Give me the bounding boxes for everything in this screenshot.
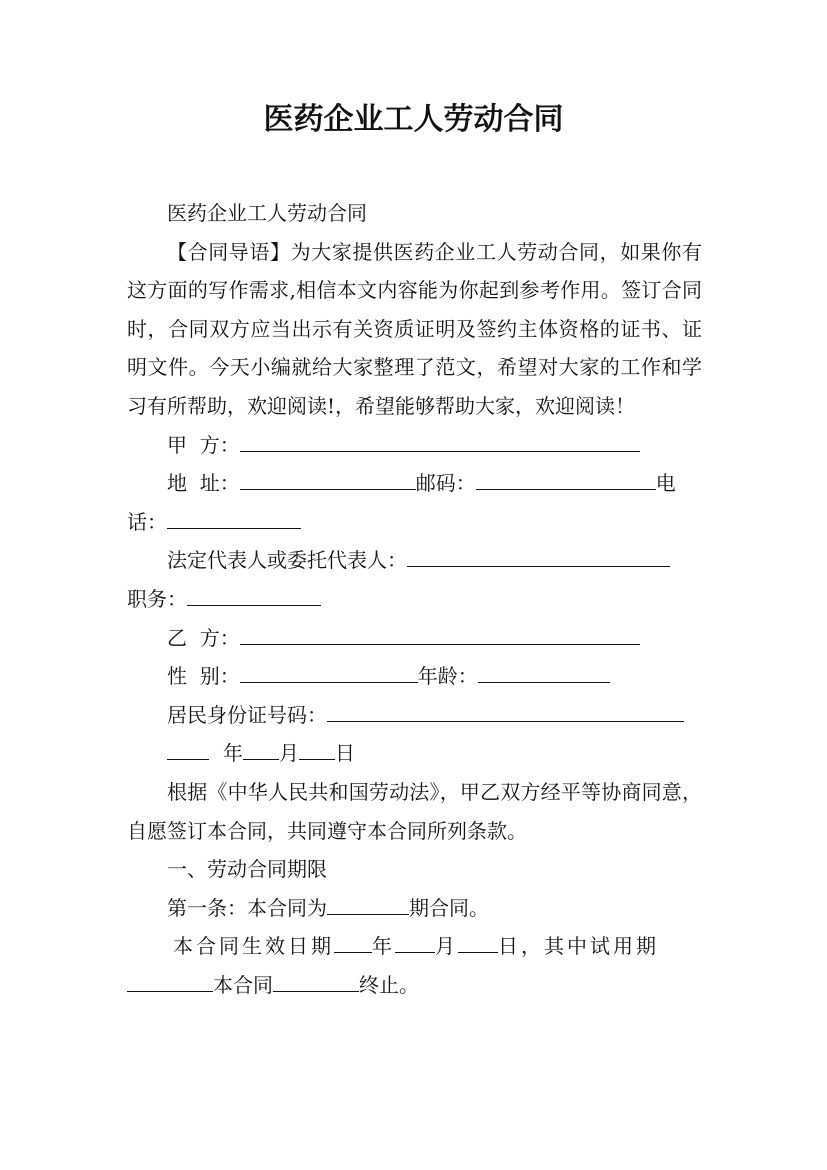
date-year-label: 年 bbox=[223, 741, 243, 766]
effective-end-line bbox=[127, 966, 702, 1005]
effective-day: 日，其中试用期 bbox=[498, 934, 659, 959]
effective-month-blank bbox=[395, 930, 435, 953]
article-1-line bbox=[127, 889, 702, 928]
date-month-blank bbox=[243, 737, 279, 760]
id-blank bbox=[327, 699, 684, 722]
article-1-blank bbox=[327, 892, 409, 915]
date-day-blank bbox=[299, 737, 335, 760]
document-body bbox=[127, 194, 702, 1004]
id-label: 居民身份证号码： bbox=[167, 702, 327, 727]
legal-rep-blank bbox=[407, 544, 670, 567]
intro-heading: 医药企业工人劳动合同 bbox=[167, 201, 367, 225]
phone-line bbox=[127, 503, 702, 542]
termination-blank bbox=[273, 969, 359, 992]
postcode-blank bbox=[476, 467, 656, 490]
position-blank bbox=[187, 583, 321, 606]
effective-month: 月 bbox=[435, 934, 458, 959]
date-day-label: 日 bbox=[335, 741, 355, 766]
effective-day-blank bbox=[458, 930, 498, 953]
party-b-blank bbox=[240, 622, 640, 645]
basis-paragraph: 根据《中华人民共和国劳动法》，甲乙双方经平等协商同意，自愿签订本合同，共同遵守本合同所列条款。 bbox=[127, 779, 702, 843]
phone-blank bbox=[167, 506, 301, 529]
effective-year: 年 bbox=[372, 934, 395, 959]
phone-label-2: 话： bbox=[127, 509, 167, 534]
gender-blank bbox=[240, 660, 418, 683]
article-1-prefix: 第一条：本合同为 bbox=[167, 895, 327, 920]
position-line bbox=[127, 580, 702, 619]
postcode-label: 邮码： bbox=[415, 471, 476, 496]
gender-age-line bbox=[127, 657, 702, 696]
position-label: 职务： bbox=[127, 586, 187, 611]
probation-blank bbox=[127, 969, 213, 992]
effective-year-blank bbox=[334, 930, 372, 953]
legal-rep-label: 法定代表人或委托代表人： bbox=[167, 548, 407, 573]
party-a-label: 甲 方： bbox=[167, 432, 240, 457]
date-line bbox=[127, 734, 702, 773]
party-a-blank bbox=[240, 429, 640, 452]
date-month-label: 月 bbox=[279, 741, 299, 766]
effective-end-suffix: 终止。 bbox=[359, 972, 419, 997]
document-title: 医药企业工人劳动合同 bbox=[263, 102, 564, 137]
party-b-label: 乙 方： bbox=[167, 625, 240, 650]
address-line bbox=[127, 464, 702, 503]
phone-label-1: 电 bbox=[655, 471, 676, 496]
effective-end-mid: 本合同 bbox=[213, 972, 273, 997]
address-label: 地 址： bbox=[167, 471, 240, 496]
legal-rep-line bbox=[127, 541, 702, 580]
age-blank bbox=[478, 660, 610, 683]
age-label: 年龄： bbox=[417, 664, 478, 689]
intro-paragraph: 【合同导语】为大家提供医药企业工人劳动合同，如果你有这方面的写作需求,相信本文内容能为你起到参考作用。签订合同时，合同双方应当出示有关资质证明及签约主体资格的证书、证明文件。今天小编就给大家整理了范文，希望对大家的工作和学习有所帮助，欢迎阅读!，希望能够帮助大家，欢迎阅读！ bbox=[127, 239, 702, 418]
effective-line bbox=[127, 927, 702, 966]
article-1-suffix: 期合同。 bbox=[409, 895, 489, 920]
gender-label: 性 别： bbox=[167, 664, 240, 689]
effective-prefix: 本合同生效日期 bbox=[173, 934, 334, 959]
address-blank bbox=[240, 467, 416, 490]
party-b-line bbox=[127, 619, 702, 658]
section-1-heading: 一、劳动合同期限 bbox=[167, 857, 327, 882]
party-a-line bbox=[127, 426, 702, 465]
id-line bbox=[127, 696, 702, 735]
date-year-blank bbox=[167, 737, 209, 760]
